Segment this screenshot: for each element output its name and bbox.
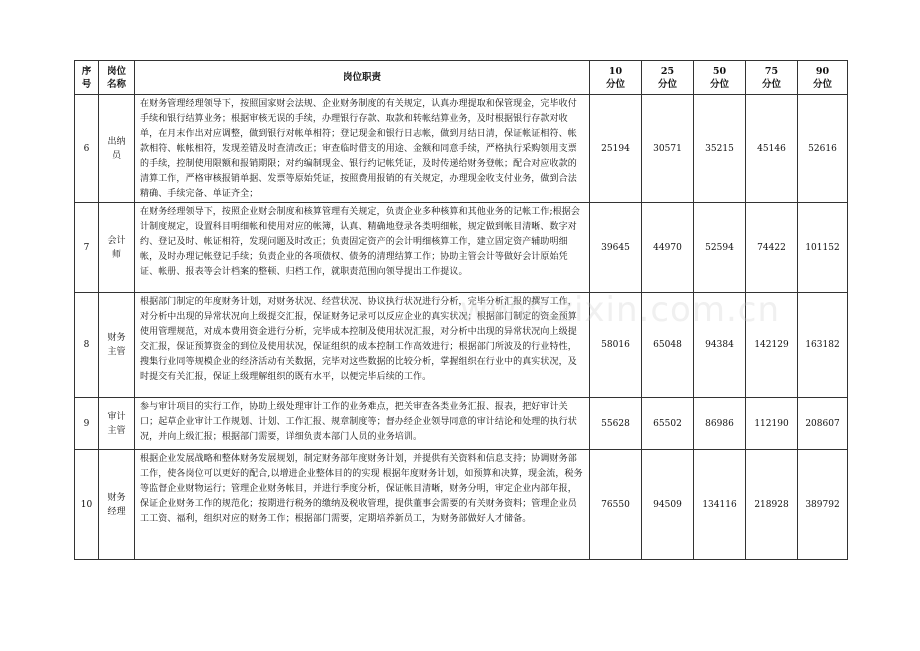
position-header: 岗位 名称 (99, 61, 135, 95)
duty-description: 根据企业发展战略和整体财务发展规划，制定财务部年度财务计划，并提供有关资料和信息支持；协调财务部工作，使各岗位可以更好的配合,以增进企业整体目的的实现 根据年度财务计划，如预算和决算，现金流，税务等监督企业财物运行；管理企业财务帐目，并进行季度分析，保证帐目清晰，财务分明，审定企业内部年报，保证企业财务工作的规范化；按期进行税务的缴纳及税收管理，提供董事会需要的有关财务资料；管理企业员工工资、福利，组织对应的财务工作；根据部门需要，定期培养新员工，为财务部做好人才储备。 (135, 450, 590, 560)
p50-value: 35215 (694, 95, 746, 203)
position-name: 出纳 员 (99, 95, 135, 203)
row-seq: 7 (75, 203, 99, 293)
seq-header: 序 号 (75, 61, 99, 95)
p90-value: 389792 (798, 450, 848, 560)
p25-value: 44970 (642, 203, 694, 293)
header-row (75, 61, 848, 95)
p10-value: 58016 (590, 293, 642, 398)
p10-value: 25194 (590, 95, 642, 203)
p90-header: 90 分位 (798, 61, 848, 95)
position-name: 审计 主管 (99, 398, 135, 450)
position-name: 财务 经理 (99, 450, 135, 560)
watermark-text: www.zixin.com.cn (460, 290, 780, 330)
p25-value: 30571 (642, 95, 694, 203)
p50-value: 52594 (694, 203, 746, 293)
p75-header: 75 分位 (746, 61, 798, 95)
p10-value: 55628 (590, 398, 642, 450)
duty-description: 根据部门制定的年度财务计划，对财务状况、经营状况、协议执行状况进行分析，完毕分析汇报的撰写工作，对分析中出现的异常状况向上级提交汇报，保证财务记录可以反应企业的真实状况；根据部门制定的资金预算使用管理规范，对成本费用资金进行分析，完毕成本控制及使用状况汇报，对分析中出现的异常状况向上级提交汇报，保证预算资金的到位及使用状况，保证组织的成本控制工作高效进行；根据部门所波及的行业特性，搜集行业同等规模企业的经济活动有关数据，完毕对这些数据的比较分析，掌握组织在行业中的真实状况，及时提交有关汇报，保证上级理解组织的既有水平，以便完毕后续的工作。 (135, 293, 590, 398)
p75-value: 45146 (746, 95, 798, 203)
p10-value: 39645 (590, 203, 642, 293)
table-row (75, 203, 848, 293)
p90-value: 163182 (798, 293, 848, 398)
p25-value: 65502 (642, 398, 694, 450)
row-seq: 10 (75, 450, 99, 560)
p25-value: 65048 (642, 293, 694, 398)
table-row (75, 95, 848, 203)
position-name: 会计 师 (99, 203, 135, 293)
row-seq: 6 (75, 95, 99, 203)
p75-value: 74422 (746, 203, 798, 293)
p10-value: 76550 (590, 450, 642, 560)
duties-header: 岗位职责 (135, 61, 590, 95)
duty-description: 在财务经理领导下，按照企业财会制度和核算管理有关规定，负责企业多种核算和其他业务的记帐工作;根据会计制度规定，设置科目明细帐和使用对应的帐簿，认真、精确地登录各类明细帐，规定做到帐目清晰、数字对约、登记及时、帐证相符，发现问题及时改正；负责固定资产的会计明细核算工作，建立固定资产辅助明细帐，及时办理记帐登记手续；负责企业的各项债权、债务的清理结算工作；协助主管会计等做好会计原始凭证、帐册、报表等会计档案的整顿、归档工作，就职责范围向领导提出工作提议。 (135, 203, 590, 293)
p90-value: 208607 (798, 398, 848, 450)
table-row (75, 398, 848, 450)
p25-value: 94509 (642, 450, 694, 560)
row-seq: 9 (75, 398, 99, 450)
duty-description: 在财务管理经理领导下，按照国家财会法规、企业财务制度的有关规定，认真办理提取和保管现金，完毕收付手续和银行结算业务；根据审核无误的手续，办理银行存款、取款和转帐结算业务，及时根据银行存款对收单，在月末作出对应调整，做到银行对帐单相符；登记现金和银行日志帐，做到月结日清，保证帐证相符、帐款相符、帐帐相符，发现差错及时查清改正；审查临时借支的用途、金额和同意手续，严格执行采购领用支票的手续，控制使用限额和报销期限；对约编制现金、银行约记帐凭证，及时传递给财务登帐；配合对应收款的清算工作，严格审核报销单据、发票等原始凭证，按照费用报销的有关规定，办理现金收支付业务，做到合法精确、手续完备、单证齐全； (135, 95, 590, 203)
salary-table (74, 60, 848, 560)
p75-value: 142129 (746, 293, 798, 398)
p75-value: 112190 (746, 398, 798, 450)
p50-value: 86986 (694, 398, 746, 450)
table-row (75, 293, 848, 398)
p75-value: 218928 (746, 450, 798, 560)
table-row (75, 450, 848, 560)
row-seq: 8 (75, 293, 99, 398)
duty-description: 参与审计项目的实行工作，协助上级处理审计工作的业务难点，把关审查各类业务汇报、报表，把好审计关口；起草企业审计工作规划、计划、工作汇报、规章制度等；督办经企业领导同意的审计结论和处理的执行状况，并向上级汇报；根据部门需要，详细负责本部门人员的业务培训。 (135, 398, 590, 450)
p25-header: 25 分位 (642, 61, 694, 95)
p90-value: 101152 (798, 203, 848, 293)
p50-value: 94384 (694, 293, 746, 398)
p50-header: 50 分位 (694, 61, 746, 95)
position-name: 财务 主管 (99, 293, 135, 398)
p50-value: 134116 (694, 450, 746, 560)
p10-header: 10 分位 (590, 61, 642, 95)
p90-value: 52616 (798, 95, 848, 203)
